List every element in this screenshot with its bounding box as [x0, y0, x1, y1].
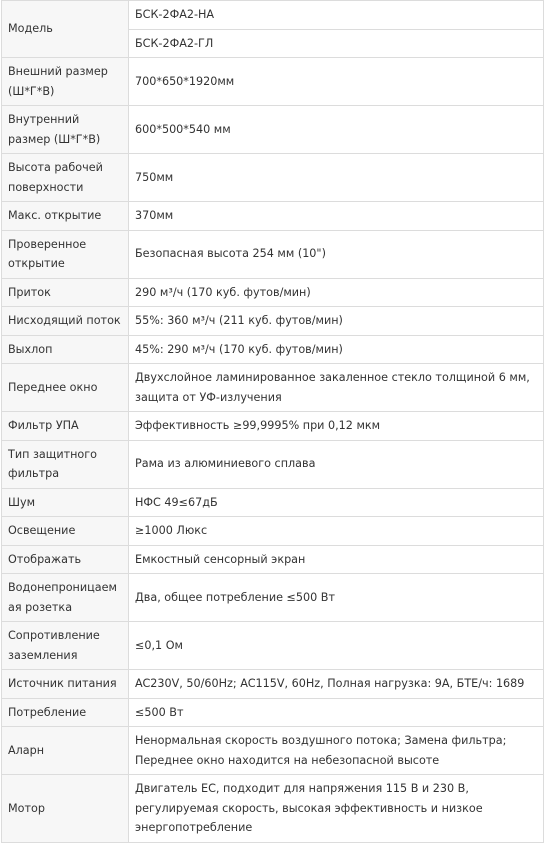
table-row: [2, 574, 544, 622]
row-label-socket: Водонепроницаемая розетка: [2, 574, 129, 622]
row-value-tested-opening: Безопасная высота 254 мм (10"): [129, 230, 544, 278]
row-label-hepa-filter: Фильтр УПА: [2, 412, 129, 441]
table-row: [2, 698, 544, 727]
table-row: [2, 335, 544, 364]
row-value-work-height: 750мм: [129, 154, 544, 202]
row-label-alarm: Аларн: [2, 727, 129, 775]
row-value-model-2: БСК-2ФА2-ГЛ: [129, 29, 544, 58]
spec-table-body: [2, 1, 544, 843]
row-value-consumption: ≤500 Вт: [129, 698, 544, 727]
row-value-max-opening: 370мм: [129, 202, 544, 231]
row-label-downflow: Нисходящий поток: [2, 307, 129, 336]
row-value-outer-size: 700*650*1920мм: [129, 58, 544, 106]
table-row: [2, 488, 544, 517]
row-value-power-supply: AC230V, 50/60Hz; AC115V, 60Hz, Полная нагрузка: 9A, БТЕ/ч: 1689: [129, 670, 544, 699]
table-row: [2, 622, 544, 670]
row-label-inflow: Приток: [2, 278, 129, 307]
row-value-front-window: Двухслойное ламинированное закаленное стекло толщиной 6 мм, защита от УФ-излучения: [129, 364, 544, 412]
row-value-downflow: 55%: 360 м³/ч (211 куб. футов/мин): [129, 307, 544, 336]
table-row: [2, 230, 544, 278]
row-value-exhaust: 45%: 290 м³/ч (170 куб. футов/мин): [129, 335, 544, 364]
row-value-filter-type: Рама из алюминиевого сплава: [129, 440, 544, 488]
table-row: [2, 364, 544, 412]
row-label-consumption: Потребление: [2, 698, 129, 727]
table-row: [2, 154, 544, 202]
table-row: [2, 202, 544, 231]
row-value-hepa-filter: Эффективность ≥99,9995% при 0,12 мкм: [129, 412, 544, 441]
row-value-alarm: Ненормальная скорость воздушного потока; Замена фильтра; Переднее окно находится на небезопасной высоте: [129, 727, 544, 775]
table-row: [2, 545, 544, 574]
table-row: [2, 440, 544, 488]
table-row: [2, 307, 544, 336]
row-label-inner-size: Внутренний размер (Ш*Г*В): [2, 106, 129, 154]
row-value-ground-resistance: ≤0,1 Ом: [129, 622, 544, 670]
row-label-filter-type: Тип защитного фильтра: [2, 440, 129, 488]
row-label-ground-resistance: Сопротивление заземления: [2, 622, 129, 670]
table-row: [2, 517, 544, 546]
row-label-display: Отображать: [2, 545, 129, 574]
row-label-work-height: Высота рабочей поверхности: [2, 154, 129, 202]
row-label-exhaust: Выхлоп: [2, 335, 129, 364]
row-value-model-1: БСК-2ФА2-НА: [129, 1, 544, 30]
table-row: [2, 775, 544, 843]
row-value-inner-size: 600*500*540 мм: [129, 106, 544, 154]
table-row: [2, 58, 544, 106]
table-row-model-1: [2, 1, 544, 30]
row-label-power-supply: Источник питания: [2, 670, 129, 699]
table-row: [2, 278, 544, 307]
row-label-front-window: Переднее окно: [2, 364, 129, 412]
row-label-outer-size: Внешний размер (Ш*Г*В): [2, 58, 129, 106]
row-label-max-opening: Макс. открытие: [2, 202, 129, 231]
table-row: [2, 412, 544, 441]
row-value-lighting: ≥1000 Люкс: [129, 517, 544, 546]
row-label-motor: Мотор: [2, 775, 129, 843]
row-value-noise: НФС 49≤67дБ: [129, 488, 544, 517]
row-value-inflow: 290 м³/ч (170 куб. футов/мин): [129, 278, 544, 307]
row-label-lighting: Освещение: [2, 517, 129, 546]
table-row: [2, 106, 544, 154]
row-label-noise: Шум: [2, 488, 129, 517]
row-label-tested-opening: Проверенное открытие: [2, 230, 129, 278]
table-row: [2, 670, 544, 699]
row-value-motor: Двигатель ЕС, подходит для напряжения 115 В и 230 В, регулируемая скорость, высокая эффективность и низкое энергопотребление: [129, 775, 544, 843]
row-value-socket: Два, общее потребление ≤500 Вт: [129, 574, 544, 622]
table-row: [2, 727, 544, 775]
row-label-model: Модель: [2, 1, 129, 58]
row-value-display: Емкостный сенсорный экран: [129, 545, 544, 574]
spec-table: [1, 0, 544, 843]
